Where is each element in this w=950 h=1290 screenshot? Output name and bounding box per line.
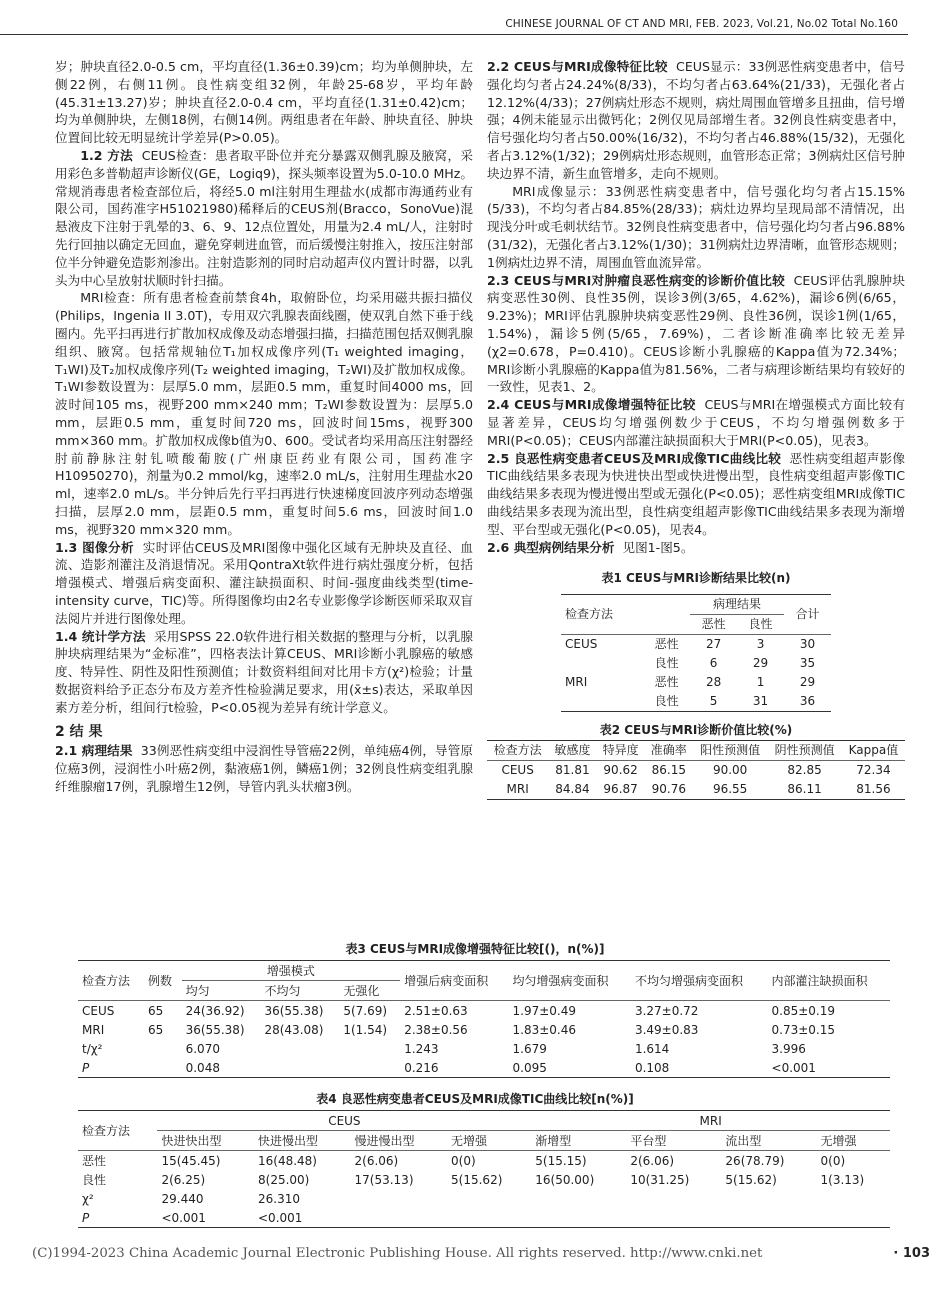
section-text: 33例恶性病变组中浸润性导管癌22例，单纯癌4例，导管原位癌3例，浸润性小叶癌2例，黏液癌1例，鳞癌1例；32例良性病变组乳腺纤维腺瘤17例，乳腺增生12例，导管内乳头状瘤3例。 [55, 743, 473, 794]
table-header: 例数 [147, 974, 172, 988]
section-1-2 [55, 147, 473, 289]
table-row: MRI 84.84 96.87 90.76 96.55 86.11 81.56 [487, 780, 905, 800]
section-text: 恶性病变组超声影像TIC曲线结果多表现为快进快出型或快进慢出型，良性病变组超声影像TIC曲线结果多表现为慢进慢出型或无强化(P<0.05)；恶性病变组MRI成像TIC曲线结果多表现为流出型，良性病变组超声影像TIC曲线结果多表现为渐增型、平台型或无强化(P<0.05)，见表4。 [487, 450, 905, 537]
table-header: 阴性预测值 [774, 742, 835, 757]
section-text: CEUS评估乳腺肿块病变恶性30例、良性35例，误诊3例(3/65，4.62%)，漏诊6例(6/65，9.23%)；MRI评估乳腺肿块病变恶性29例、良性36例，误诊1例(1/65，1.54%)，漏诊5例(5/65，7.69%)，二者诊断准确率比较无差异(χ2=0.678，P=0.410)。CEUS诊断小乳腺癌的Kappa值为72.34%；MRI诊断小乳腺癌的Kappa值为81.56%，二者与病理诊断结果均有较好的一致性，见表1、2。 [487, 272, 905, 395]
table4-caption: 表4 良恶性病变患者CEUS及MRI成像TIC曲线比较[n(%)] [316, 1092, 634, 1106]
table-row: 恶性 15(45.45) 16(48.48) 2(6.06) 0(0) 5(15.15) 2(6.06) 26(78.79) 0(0) [82, 1153, 846, 1168]
paragraph-mri-results: MRI成像显示：33例恶性病变患者中，信号强化均匀者占15.15%(5/33)，不均匀者占84.85%(28/33)；病灶边界均呈现局部不清情况，出现浅分叶或毛刺状结节。32例良性病变患者中，信号强化均匀者占96.88%(31/32)，无强化者占3.12%(1/30)；31例病灶边界清晰，血管形态规则；1例病灶边界不清，周围血管血流异常。 [487, 183, 905, 270]
table-header: 敏感度 [554, 742, 591, 757]
table-header: 检查方法 [493, 742, 542, 757]
section-1-4 [55, 628, 473, 717]
section-text: 实时评估CEUS及MRI图像中强化区域有无肿块及直径、血流、造影剂灌注及消退情况。采用QontraXt软件进行病灶强度分析，包括增强模式、增强后病变面积、灌注缺损面积、时间-强度曲线类型(time-intensity curve，TIC)等。所得图像均由2名专业影像学诊断医师采取双盲法阅片并进行图像处理。 [55, 539, 473, 626]
section-2-3 [487, 272, 905, 397]
table-header: 检查方法 [82, 974, 131, 988]
journal-header: CHINESE JOURNAL OF CT AND MRI, FEB. 2023, Vol.21, No.02 Total No.160 [505, 18, 898, 30]
table-row: t/χ² 6.070 1.243 1.679 1.614 3.996 [82, 1041, 806, 1056]
table-header: 合计 [795, 606, 820, 621]
table-row: 良性 6 29 35 [654, 655, 816, 670]
paragraph-patients: 岁；肿块直径2.0-0.5 cm，平均直径(1.36±0.39)cm；均为单侧肿块，左侧22例，右侧11例。良性病变组32例，年龄25-68岁，平均年龄(45.31±13.27)岁；肿块直径2.0-0.4 cm，平均直径(1.31±0.42)cm；均为单侧肿块，左侧18例，右侧14例。两组患者在年龄、肿块直径、肿块位置间比较无明显统计学差异(P>0.05)。 [55, 59, 473, 146]
copyright-footer: (C)1994-2023 China Academic Journal Electronic Publishing House. All rights reserved. http://www.cnki.net [32, 1246, 763, 1261]
section-2-6 [487, 539, 905, 557]
section-1-3 [55, 539, 473, 628]
table-header: 阳性预测值 [700, 742, 761, 757]
table-header: CEUS [157, 1111, 531, 1131]
section-text: 见图1-图5。 [622, 539, 694, 555]
table-header: 渐增型 [535, 1134, 572, 1148]
section-text: 采用SPSS 22.0软件进行相关数据的整理与分析，以乳腺肿块病理结果为“金标准”，四格表法计算CEUS、MRI诊断小乳腺癌的敏感度、特异性、阴性及阳性预测值；计数资料组间对比用卡方(χ²)检验；计量数据资料给予正态分布及方差齐性检验满足要求，用(x̄±s)表达，采取单因素方差分析，组间行t检验，P<0.05视为差异有统计学意义。 [55, 628, 473, 715]
section-title: 1.3 图像分析 [55, 539, 134, 555]
section-title: 2.5 良恶性病变患者CEUS及MRI成像TIC曲线比较 [487, 450, 782, 466]
table-row: MRI 恶性 28 1 29 [565, 674, 816, 689]
section-text: CEUS与MRI在增强模式方面比较有显著差异，CEUS均匀增强例数少于CEUS，不均匀增强例数多于MRI(P<0.05)；CEUS内部灌注缺损面积大于MRI(P<0.05)，见表3。 [487, 397, 905, 448]
page-number: · 103 [893, 1246, 930, 1261]
section-2-1 [55, 742, 473, 795]
table1-caption: 表1 CEUS与MRI诊断结果比较(n) [601, 571, 791, 586]
table-row: CEUS 恶性 27 3 30 [565, 636, 816, 651]
table-header: 检查方法 [82, 1124, 131, 1138]
table-row: 良性 5 31 36 [561, 692, 831, 712]
table-header: 慢进慢出型 [354, 1134, 415, 1148]
section-title: 2.1 病理结果 [55, 743, 133, 759]
table-header: 无增强 [820, 1134, 857, 1148]
section-text: CEUS显示：33例恶性病变患者中，信号强化均匀者占24.24%(8/33)，不均匀者占63.64%(21/33)，无强化者占12.12%(4/33)；27例病灶形态不规则，病灶周围血管增多且扭曲，信号增强；4例未能显示出微钙化；2例仅见局部增生者。32例良性病变患者中，信号强化均匀者占50.00%(16/32)，不均匀者占46.88%(15/32)，无强化者占3.12%(1/32)；29例病灶形态规则，血管形态正常；3例病灶区信号肿块边界不清，新生血管增多，走向不规则。 [487, 59, 905, 181]
table-header: 恶性 [701, 616, 726, 631]
table3 [78, 960, 890, 1078]
table-row: MRI 65 36(55.38) 28(43.08) 1(1.54) 2.38±0.56 1.83±0.46 3.49±0.83 0.73±0.15 [82, 1022, 836, 1037]
left-column [55, 58, 473, 796]
table-row: P <0.001 <0.001 [78, 1208, 890, 1228]
table-header: 平台型 [630, 1134, 667, 1148]
table-header: 快进慢出型 [258, 1134, 319, 1148]
table-header: 不均匀增强病变面积 [634, 974, 743, 988]
table-header: Kappa值 [848, 742, 899, 757]
table-header: 无强化 [343, 984, 380, 998]
table-header: 病理结果 [690, 595, 784, 615]
table-header: 良性 [748, 616, 773, 631]
section-title: 2.6 典型病例结果分析 [487, 539, 615, 555]
table-header: 流出型 [725, 1134, 762, 1148]
section-title: 1.4 统计学方法 [55, 628, 146, 644]
section-title: 2.4 CEUS与MRI成像增强特征比较 [487, 397, 696, 413]
table-header: 准确率 [650, 742, 687, 757]
table-row: 良性 2(6.25) 8(25.00) 17(53.13) 5(15.62) 16(50.00) 10(31.25) 5(15.62) 1(3.13) [82, 1172, 865, 1187]
section-title: 2.3 CEUS与MRI对肿瘤良恶性病变的诊断价值比较 [487, 272, 786, 288]
section-2-4 [487, 396, 905, 449]
section-2-5 [487, 450, 905, 539]
table-header: 不均匀 [264, 984, 301, 998]
table-header: 特异度 [602, 742, 639, 757]
table3-caption: 表3 CEUS与MRI成像增强特征比较[()，n(%)] [345, 942, 605, 956]
table-header: 均匀 [185, 984, 210, 998]
table-header: MRI [531, 1111, 890, 1131]
section-text: CEUS检查：患者取平卧位并充分暴露双侧乳腺及腋窝，采用彩色多普勒超声诊断仪(GE，Logiq9)，探头频率设置为5.0-10.0 MHz。常规消毒患者检查部位后，将经5.0 ml注射用生理盐水(成都市海通药业有限公司，国药准字H51021980)稀释后的CEUS剂(Bracco，SonoVue)混悬液皮下注射于乳晕的3、6、9、12点位置处，用量为2.4 mL/人，注射时先行回抽以确定无回血，避免穿刺进血管，而后缓慢注射推入，按压注射部位半分钟避免造影剂渗出。注射造影剂的同时启动超声仪内置计时器，以乳头为中心呈放射状顺时针扫描。 [55, 147, 473, 288]
table-row: CEUS 65 24(36.92) 36(55.38) 5(7.69) 2.51±0.63 1.97±0.49 3.27±0.72 0.85±0.19 [82, 1003, 836, 1018]
table-header: 内部灌注缺损面积 [771, 974, 868, 988]
table1 [561, 594, 831, 712]
header-rule [0, 34, 908, 35]
table-header: 均匀增强病变面积 [512, 974, 609, 988]
table-header: 增强后病变面积 [404, 974, 489, 988]
table-header: 检查方法 [565, 606, 614, 621]
section-title: 1.2 方法 [80, 147, 134, 163]
table-row: χ² 29.440 26.310 [82, 1191, 300, 1206]
table-row: CEUS 81.81 90.62 86.15 90.00 82.85 72.34 [501, 762, 891, 777]
paragraph-mri-method: MRI检查：所有患者检查前禁食4h，取俯卧位，均采用磁共振扫描仪(Philips，Ingenia II 3.0T)，专用双穴乳腺表面线圈，使双乳自然下垂于线圈内。先平扫再进行扩散加权成像及动态增强扫描，扫描范围包括双侧乳腺组织、腋窝。包括常规轴位T₁加权成像序列(T₁ weighted imaging，T₁WI)及T₂加权成像序列(T₂ weighted imaging，T₂WI)及扩散加权成像。T₁WI参数设置为：层厚5.0 mm，层距0.5 mm，重复时间4000 ms，回波时间105 ms，视野200 mm×240 mm；T₂WI参数设置为：层厚5.0 mm，层距0.5 mm，重复时间720 ms，回波时间15ms，视野300 mm×360 mm。扩散加权成像b值为0、600。受试者均采用高压注射器经肘前静脉注射钆喷酸葡胺(广州康臣药业有限公司，国药准字H10950270)，剂量为0.2 mmol/kg，速率2.0 mL/s，注射用生理盐水20 ml，速率2.0 mL/s。半分钟后先行平扫再进行快速梯度回波序列动态增强扫描，层厚2.0 mm，层距0.5 mm，重复时间5.6 ms，回波时间1.0 ms，视野320 mm×320 mm。 [55, 290, 473, 537]
table-header: 无增强 [451, 1134, 488, 1148]
table4 [78, 1110, 890, 1228]
table-row: P 0.048 0.216 0.095 0.108 <0.001 [78, 1058, 890, 1078]
table-header: 增强模式 [182, 961, 401, 981]
section-2-title: 2 结 果 [55, 724, 103, 741]
table-header: 快进快出型 [161, 1134, 222, 1148]
section-2-2 [487, 58, 905, 183]
table2 [487, 740, 905, 800]
table2-caption: 表2 CEUS与MRI诊断价值比较(%) [599, 723, 793, 738]
right-column [487, 58, 905, 800]
section-title: 2.2 CEUS与MRI成像特征比较 [487, 59, 668, 74]
